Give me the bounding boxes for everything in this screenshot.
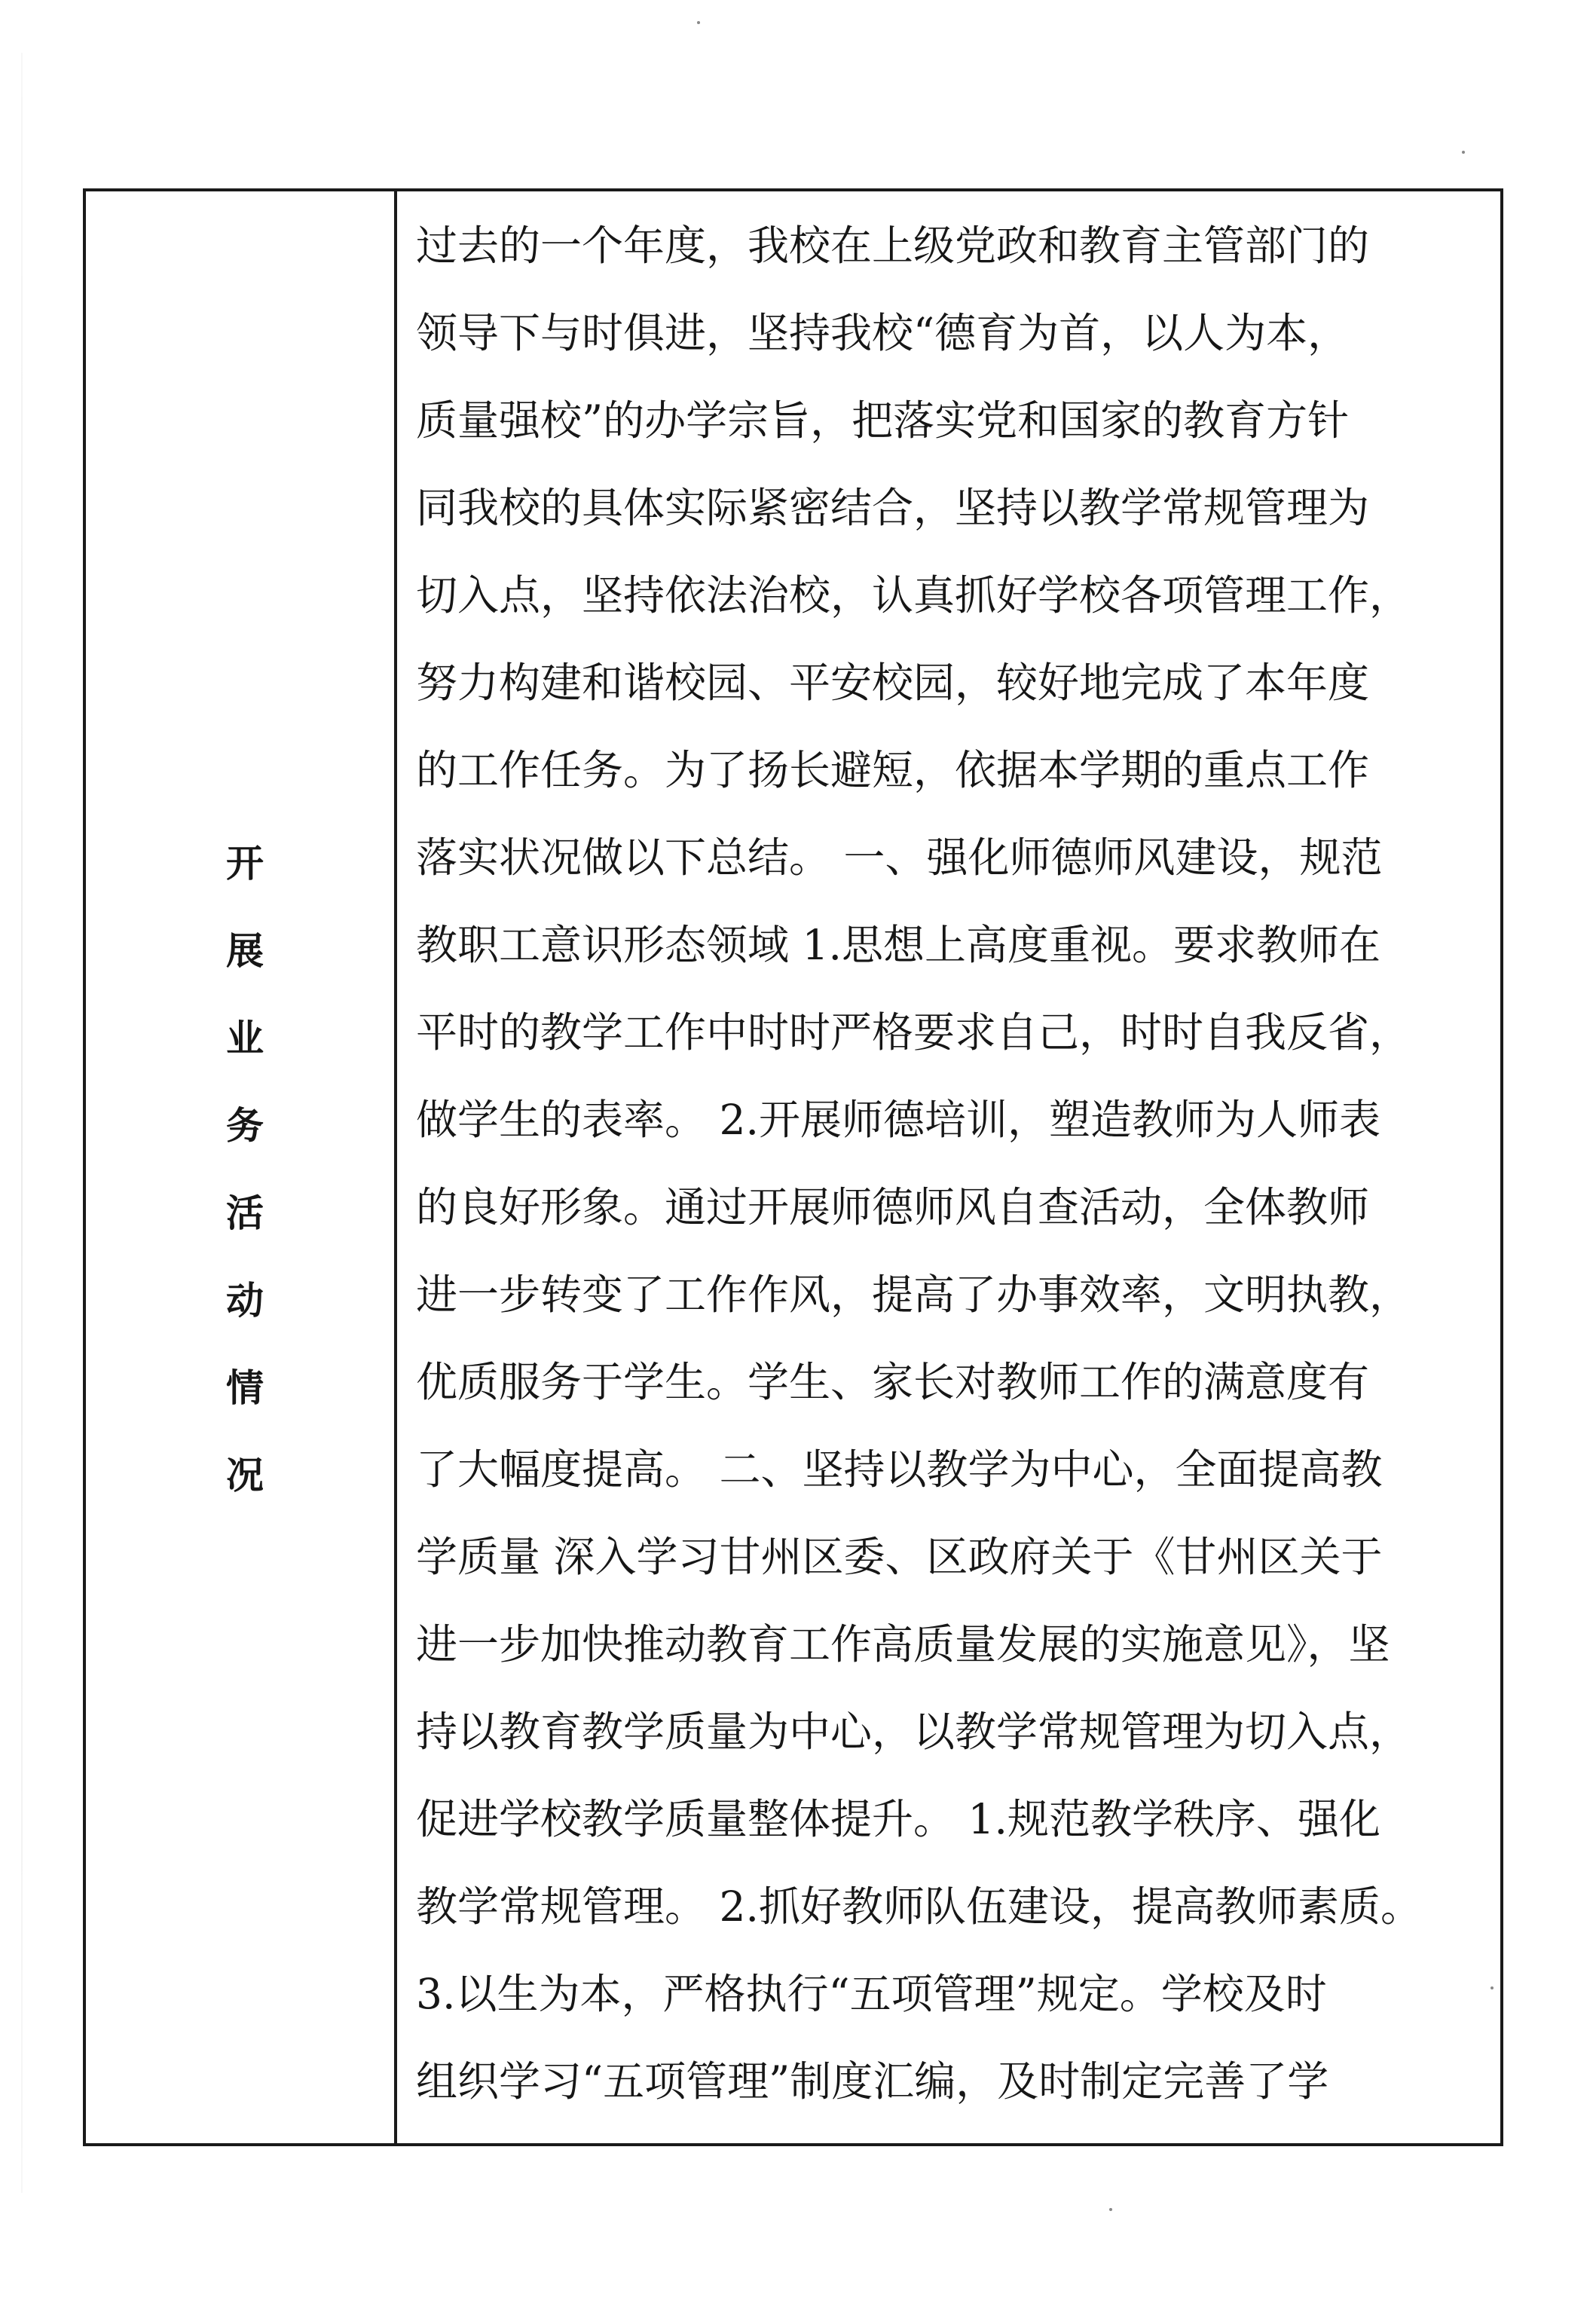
section-label-char: 情 <box>226 1365 264 1410</box>
section-label-char: 展 <box>226 928 264 973</box>
content-line: 促进学校教学质量整体提升。 1.规范教学秩序、强化 <box>416 1795 1380 1843</box>
section-label-char: 活 <box>226 1191 264 1235</box>
content-line: 过去的一个年度，我校在上级党政和教育主管部门的 <box>416 222 1370 270</box>
page-edge-shadow <box>21 53 23 2193</box>
section-label <box>188 820 301 1519</box>
scan-speck <box>697 21 700 24</box>
content-body <box>416 202 1486 2125</box>
section-label-char: 开 <box>226 841 264 885</box>
content-line: 学质量 深入学习甘州区委、区政府关于《甘州区关于 <box>416 1533 1383 1581</box>
content-line: 努力构建和谐校园、平安校园，较好地完成了本年度 <box>416 659 1370 707</box>
content-line: 教职工意识形态领域 1.思想上高度重视。要求教师在 <box>416 921 1380 969</box>
content-line: 进一步转变了工作作风，提高了办事效率，文明执教， <box>416 1271 1411 1319</box>
content-line: 持以教育教学质量为中心，以教学常规管理为切入点， <box>416 1708 1411 1756</box>
scan-speck <box>1109 2208 1112 2211</box>
section-label-char: 况 <box>226 1453 264 1497</box>
content-line: 领导下与时俱进，坚持我校“德育为首，以人为本， <box>416 309 1350 357</box>
section-label-char: 动 <box>226 1278 264 1323</box>
content-line: 优质服务于学生。学生、家长对教师工作的满意度有 <box>416 1358 1370 1406</box>
content-line: 同我校的具体实际紧密结合，坚持以教学常规管理为 <box>416 484 1370 532</box>
content-line: 的工作任务。为了扬长避短，依据本学期的重点工作 <box>416 746 1370 794</box>
content-line: 组织学习“五项管理”制度汇编，及时制定完善了学 <box>416 2057 1329 2106</box>
content-line: 教学常规管理。 2.抓好教师队伍建设，提高教师素质。 <box>416 1882 1422 1931</box>
scan-speck <box>1462 151 1465 154</box>
section-label-char: 业 <box>226 1016 264 1060</box>
content-line: 做学生的表率。 2.开展师德培训，塑造教师为人师表 <box>416 1096 1380 1144</box>
content-line: 了大幅度提高。 二、坚持以教学为中心，全面提高教 <box>416 1445 1383 1494</box>
column-divider <box>394 188 397 2146</box>
content-line: 的良好形象。通过开展师德师风自查活动，全体教师 <box>416 1183 1370 1231</box>
content-line: 落实状况做以下总结。 一、强化师德师风建设，规范 <box>416 833 1383 882</box>
content-line: 切入点，坚持依法治校，认真抓好学校各项管理工作， <box>416 571 1411 619</box>
content-line: 进一步加快推动教育工作高质量发展的实施意见》，坚 <box>416 1620 1390 1668</box>
section-label-char: 务 <box>226 1103 264 1148</box>
content-line: 3.以生为本，严格执行“五项管理”规定。学校及时 <box>416 1970 1327 2018</box>
content-line: 质量强校”的办学宗旨，把落实党和国家的教育方针 <box>416 396 1350 445</box>
content-line: 平时的教学工作中时时严格要求自己，时时自我反省， <box>416 1008 1411 1057</box>
